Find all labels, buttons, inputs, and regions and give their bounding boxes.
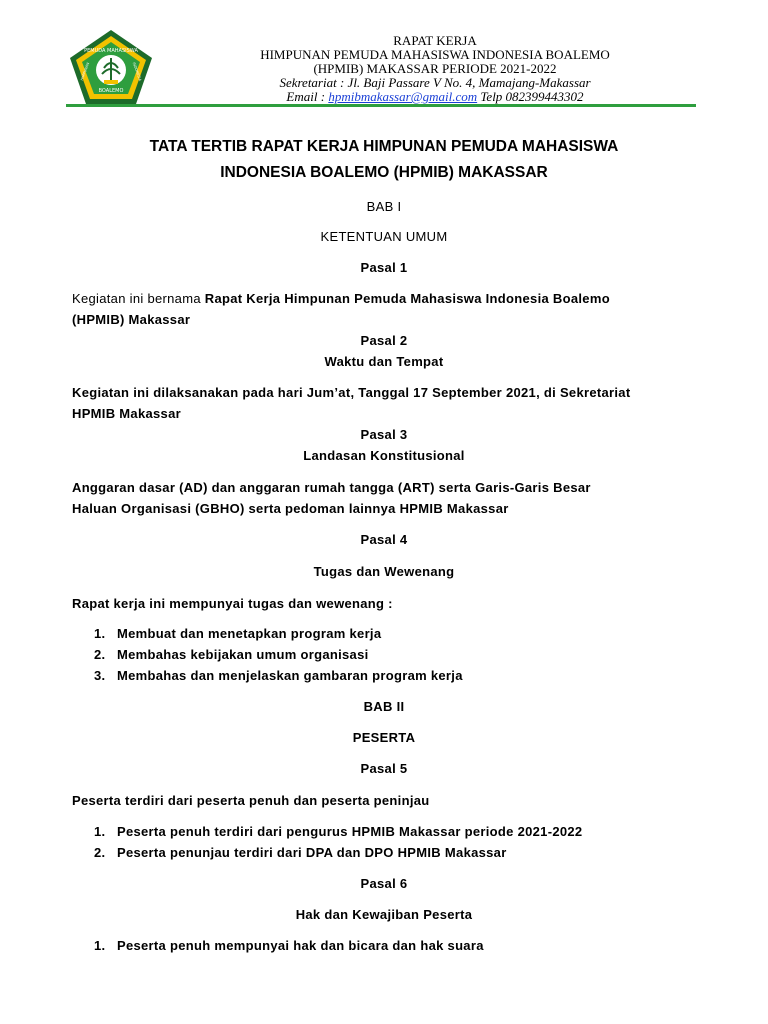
list-item-text: Peserta penuh terdiri dari pengurus HPMIB Makassar periode 2021-2022 [117, 824, 583, 839]
pasal-1-text-bold-b: (HPMIB) Makassar [72, 312, 191, 327]
svg-text:BOALEMO: BOALEMO [98, 88, 124, 94]
letterhead-text [140, 34, 730, 104]
pasal-1-text-normal: Kegiatan ini bernama [72, 291, 205, 306]
document-title-line-1: TATA TERTIB RAPAT KERJA HIMPUNAN PEMUDA MAHASISWA [149, 138, 619, 155]
pasal-4-paragraph: Rapat kerja ini mempunyai tugas dan wewenang : [72, 596, 393, 611]
list-item [94, 845, 714, 860]
svg-text:PEMUDA MAHASISWA: PEMUDA MAHASISWA [84, 48, 138, 54]
pasal-2-line-2: HPMIB Makassar [72, 406, 181, 421]
letterhead-line-3: (HPMIB) MAKASSAR PERIODE 2021-2022 [313, 61, 557, 76]
peserta-heading: PESERTA [352, 730, 416, 745]
pasal-4-heading: Pasal 4 [360, 532, 408, 547]
letterhead-line-2: HIMPUNAN PEMUDA MAHASISWA INDONESIA BOALEMO [260, 47, 610, 62]
pasal-2-heading: Pasal 2 [360, 333, 408, 348]
pasal-1-paragraph [72, 288, 712, 330]
list-item [94, 647, 714, 662]
email-prefix: Email : [286, 89, 329, 104]
pasal-1-heading: Pasal 1 [360, 260, 408, 275]
pasal-3-paragraph [72, 477, 712, 519]
list-item-number: 3. [94, 668, 106, 683]
pasal-2-line-1: Kegiatan ini dilaksanakan pada hari Jum’at, Tanggal 17 September 2021, di Sekretariat [72, 385, 631, 400]
list-item-number: 1. [94, 626, 106, 641]
list-item-number: 2. [94, 647, 106, 662]
email-link[interactable]: hpmibmakassar@gmail.com [328, 89, 478, 104]
bab-2-heading: BAB II [363, 699, 405, 714]
list-item [94, 824, 714, 839]
list-item-number: 1. [94, 938, 106, 953]
pasal-2-paragraph [72, 382, 712, 424]
pasal-3-line-1: Anggaran dasar (AD) dan anggaran rumah tangga (ART) serta Garis-Garis Besar [72, 480, 591, 495]
list-item-text: Peserta penunjau terdiri dari DPA dan DPO HPMIB Makassar [117, 845, 507, 860]
list-item-text: Membahas dan menjelaskan gambaran program kerja [117, 668, 463, 683]
svg-text:INDONESIA: INDONESIA [131, 61, 143, 82]
bab-1-heading: BAB I [366, 199, 402, 214]
list-item-text: Membahas kebijakan umum organisasi [117, 647, 369, 662]
pasal-3-subheading: Landasan Konstitusional [303, 448, 465, 463]
letterhead-contact [140, 90, 730, 104]
pasal-4-subheading: Tugas dan Wewenang [313, 564, 455, 579]
list-item-number: 2. [94, 845, 106, 860]
pasal-6-heading: Pasal 6 [360, 876, 408, 891]
list-item-number: 1. [94, 824, 106, 839]
ketentuan-umum-heading: KETENTUAN UMUM [320, 229, 448, 244]
list-item-text: Peserta penuh mempunyai hak dan bicara dan hak suara [117, 938, 484, 953]
letterhead-divider [66, 104, 696, 107]
list-item-text: Membuat dan menetapkan program kerja [117, 626, 382, 641]
svg-text:HIMPUNAN: HIMPUNAN [79, 62, 91, 82]
list-item [94, 668, 714, 683]
document-title-line-2: INDONESIA BOALEMO (HPMIB) MAKASSAR [220, 164, 548, 181]
pasal-3-heading: Pasal 3 [360, 427, 408, 442]
pasal-6-subheading: Hak dan Kewajiban Peserta [295, 907, 473, 922]
pasal-2-subheading: Waktu dan Tempat [324, 354, 444, 369]
phone-number: Telp 082399443302 [477, 89, 584, 104]
letterhead [0, 0, 768, 110]
letterhead-address: Sekretariat : Jl. Baji Passare V No. 4, Mamajang-Makassar [279, 75, 591, 90]
pasal-3-line-2: Haluan Organisasi (GBHO) serta pedoman lainnya HPMIB Makassar [72, 501, 509, 516]
pasal-5-heading: Pasal 5 [360, 761, 408, 776]
letterhead-line-1: RAPAT KERJA [393, 33, 477, 48]
list-item [94, 626, 714, 641]
pasal-5-paragraph: Peserta terdiri dari peserta penuh dan peserta peninjau [72, 793, 430, 808]
pasal-1-text-bold-a: Rapat Kerja Himpunan Pemuda Mahasiswa Indonesia Boalemo [204, 291, 610, 306]
list-item [94, 938, 714, 953]
